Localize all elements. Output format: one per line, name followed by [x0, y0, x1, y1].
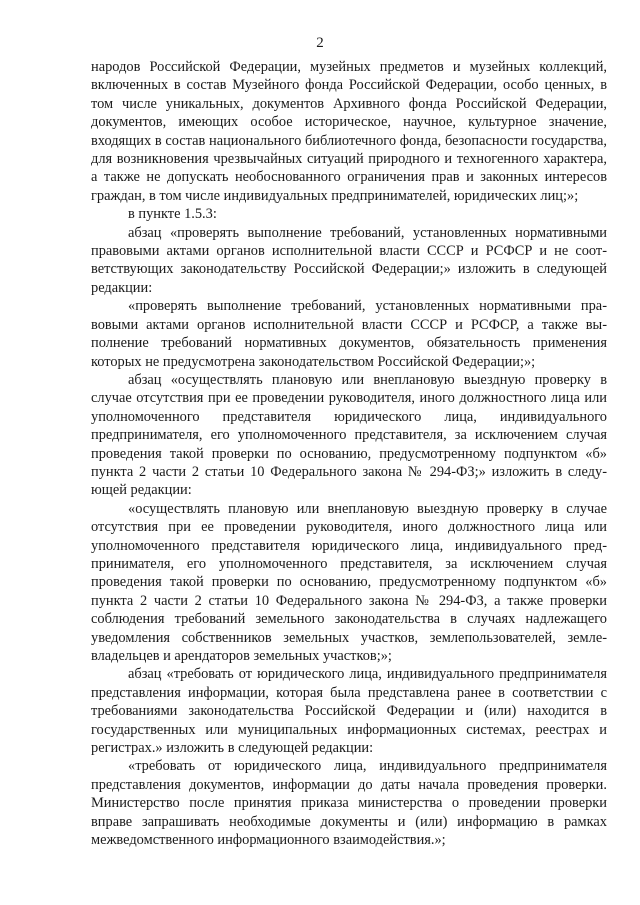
paragraph-continuation: народов Российской Федерации, музейных предметов и музейных коллекций, включенных в состав Музейного фонда Российской Федерации, особо ценных, в том числе уникальных, документов Архивного фонда Российской Федерации, документов, имеющих особое историческое, научное, культурное значение, входящих в состав национального библиотечного фонда, безопасности государства, для возникновения чрезвычайных ситуаций природного и техногенного характера, а также не допускать необоснованного ограничения прав и законных интересов граждан, в том числе индивидуальных предпринимателей, юридических лиц;»; [91, 59, 607, 204]
page-number: 2 [316, 35, 324, 51]
paragraph-new-wording-3: «требовать от юридического лица, индивидуального предпринимателя представления документов, информации до даты начала проведения проверки. Министерство после принятия приказа министерства о проведении проверки вправе запрашивать необходимые документы и (или) информацию в рамках межведомственного информационного взаимодействия.»; [91, 758, 607, 849]
paragraph-amendment-3: абзац «требовать от юридического лица, индивидуального предпринимателя представления информации, которая была представлена ранее в соответствии с требованиями законодательства Российской Федерации и (или) находится в государственных или муниципальных информационных системах, реестрах и регистрах.» изложить в следующей редакции: [91, 666, 607, 757]
paragraph-item-heading: в пункте 1.5.3: [128, 206, 217, 223]
paragraph-new-wording-1: «проверять выполнение требований, установленных нормативными правовыми актами органов исполнительной власти СССР и РСФСР, а также выполнение требований нормативных документов, обязательность применения которых не предусмотрена законодательством Российской Федерации;»; [91, 298, 607, 370]
paragraph-amendment-2: абзац «осуществлять плановую или внеплановую выездную проверку в случае отсутствия при ее проведении руководителя, иного должностного лица или уполномоченного представителя юридического лица, индивидуального предпринимателя, его уполномоченного представителя, за исключением случая проведения такой проверки по основанию, предусмотренному подпунктом «б» пункта 2 части 2 статьи 10 Федерального закона № 294-ФЗ;» изложить в следующей редакции: [91, 371, 607, 499]
document-body [91, 58, 607, 849]
paragraph-new-wording-2: «осуществлять плановую или внеплановую выездную проверку в случае отсутствия при ее проведении руководителя, иного должностного лица или уполномоченного представителя юридического лица, индивидуального предпринимателя, его уполномоченного представителя, за исключением случая проведения такой проверки по основанию, предусмотренному подпунктом «б» пункта 2 части 2 статьи 10 Федерального закона № 294-ФЗ, а также проверки соблюдения требований земельного законодательства в случаях надлежащего уведомления собственников земельных участков, землепользователей, землевладельцев и арендаторов земельных участков;»; [91, 500, 607, 664]
paragraph-amendment-1: абзац «проверять выполнение требований, установленных нормативными правовыми актами органов исполнительной власти СССР и РСФСР и не соответствующих законодательству Российской Федерации;» изложить в следующей редакции: [91, 224, 607, 296]
